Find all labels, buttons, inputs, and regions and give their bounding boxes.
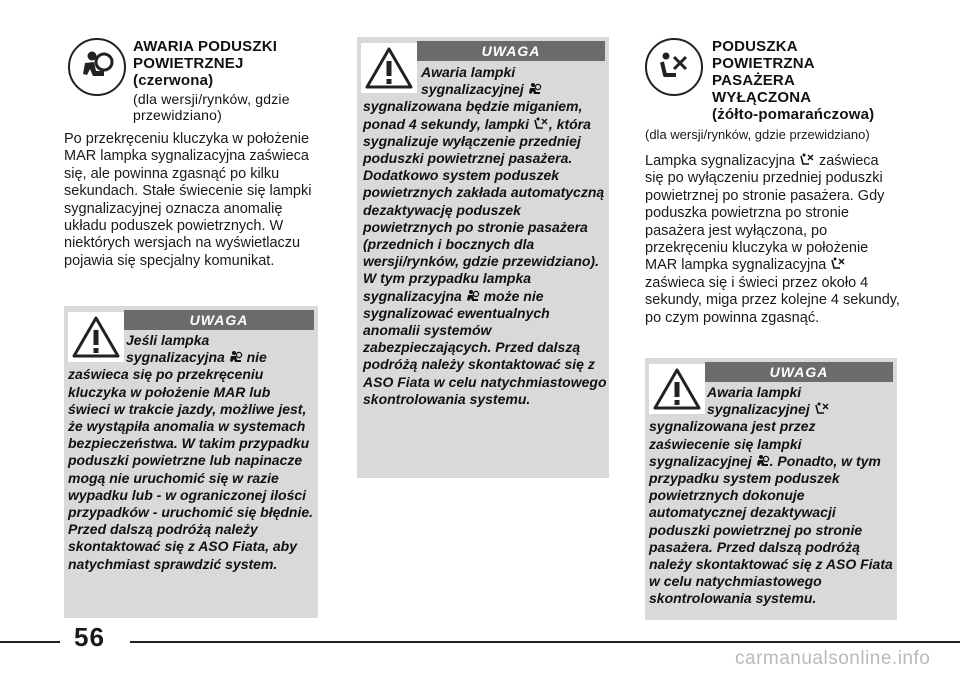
warning-lead: Jeśli lampka <box>126 332 210 348</box>
warning-body: . Ponadto, w tym przypadku system poduszek powietrznych dokonuje automatycznej dezaktywacji poduszki powietrznej po stronie pasażera. Przed dalszą podróżą należy skontaktować się z ASO Fiata w celu natychmiastowego skontrolowania systemu. <box>649 452 893 607</box>
warning-text <box>649 384 895 608</box>
passenger-airbag-off-icon <box>533 117 549 131</box>
footer-rule-left <box>0 641 60 643</box>
title-line: POWIETRZNEJ <box>133 55 244 72</box>
version-note: przewidziano) <box>133 107 222 123</box>
warning-body: W tym przypadku lampka sygnalizacyjna <box>363 270 532 304</box>
passenger-airbag-off-icon <box>799 153 815 167</box>
airbag-warning-icon <box>756 454 770 468</box>
warning-body: sygnalizowana będzie miganiem, ponad 4 sekundy, lampki <box>363 98 583 132</box>
passenger-airbag-off-title <box>712 38 902 123</box>
airbag-warning-icon <box>466 289 480 303</box>
title-color: (żółto-pomarańczowa) <box>712 106 875 123</box>
passenger-airbag-off-icon <box>830 257 846 271</box>
title-color: (czerwona) <box>133 72 214 89</box>
warning-body: , która sygnalizuje wyłączenie przedniej poduszki powietrznej pasażera. Dodatkowo system poduszek powietrznych zakłada automatyczną dezaktywację poduszek powietrznych po stronie pasażera (przednich i bocznych dla wersji/rynków, gdzie przewidziano). <box>363 115 605 270</box>
version-note: (dla wersji/rynków, gdzie przewidziano) <box>645 127 870 142</box>
airbag-warning-icon <box>528 82 542 96</box>
warning-header: UWAGA <box>705 362 893 382</box>
watermark: carmanualsonline.info <box>735 648 931 669</box>
warning-header: UWAGA <box>124 310 314 330</box>
title-line: PASAŻERA <box>712 72 795 89</box>
warning-body: sygnalizowana jest przez zaświecenie się lampki sygnalizacyjnej <box>649 418 816 469</box>
title-line: PODUSZKA <box>712 38 798 55</box>
left-body-text: Po przekręceniu kluczyka w położenie MAR lampka sygnalizacyjna zaświeca się, ale powinna zgasnąć po kilku sekundach. Stałe świecenie się lampki sygnalizacyjnej oznacza anomalię układu poduszek powietrznych. W niektórych wersjach na wyświetlaczu pojawia się specjalny komunikat. <box>64 131 312 269</box>
title-line: POWIETRZNA <box>712 55 815 72</box>
warning-text <box>363 64 607 408</box>
left-warning-box <box>64 306 318 618</box>
warning-text <box>68 332 314 573</box>
airbag-warning-icon <box>68 38 126 96</box>
warning-lead: Awaria lampki <box>421 64 516 80</box>
airbag-warning-icon <box>229 350 243 364</box>
warning-header: UWAGA <box>417 41 605 61</box>
right-body-text: Lampka sygnalizacyjna zaświeca się po wyłączeniu przedniej poduszki powietrznej po stronie pasażera. Gdy poduszka powietrzna po stronie pasażera jest wyłączona, po przekręceniu kluczyka w położenie MAR lampka sygnalizacyjna zaświeca się i świeci przez około 4 sekundy, miga przez kolejne 4 sekundy, po czym powinna zgasnąć. <box>645 153 900 326</box>
title-line: AWARIA PODUSZKI <box>133 38 278 55</box>
right-warning-box <box>645 358 897 620</box>
middle-warning-box <box>357 37 609 478</box>
warning-lead: sygnalizacyjna nie <box>126 349 267 366</box>
airbag-failure-title <box>133 38 318 123</box>
warning-lead: sygnalizacyjnej <box>363 81 607 98</box>
warning-body: może nie sygnalizować ewentualnych anomalii systemów zabezpieczających. Przed dalszą podróżą należy skontaktować się z ASO Fiata w celu natychmiastowego skontrolowania systemu. <box>363 287 607 407</box>
warning-body: zaświeca się po przekręceniu kluczyka w położenie MAR lub świeci w trakcie jazdy, możliwe jest, że wystąpiła anomalia w systemach bezpieczeństwa. W takim przypadku poduszki powietrzne lub napinacze mogą nie uruchomić się w razie wypadku lub - w ograniczonej ilości przypadków - uruchomić się błędnie. Przed dalszą podróżą należy skontaktować się z ASO Fiata, aby natychmiast sprawdzić system. <box>68 366 314 572</box>
footer-rule-right <box>130 641 960 643</box>
title-line: WYŁĄCZONA <box>712 89 812 106</box>
warning-lead: sygnalizacyjnej <box>649 401 895 418</box>
passenger-airbag-off-icon <box>645 38 703 96</box>
version-note: (dla wersji/rynków, gdzie <box>133 91 290 107</box>
passenger-airbag-off-icon <box>814 402 830 416</box>
warning-lead: Awaria lampki <box>707 384 802 400</box>
page-number: 56 <box>74 622 105 652</box>
